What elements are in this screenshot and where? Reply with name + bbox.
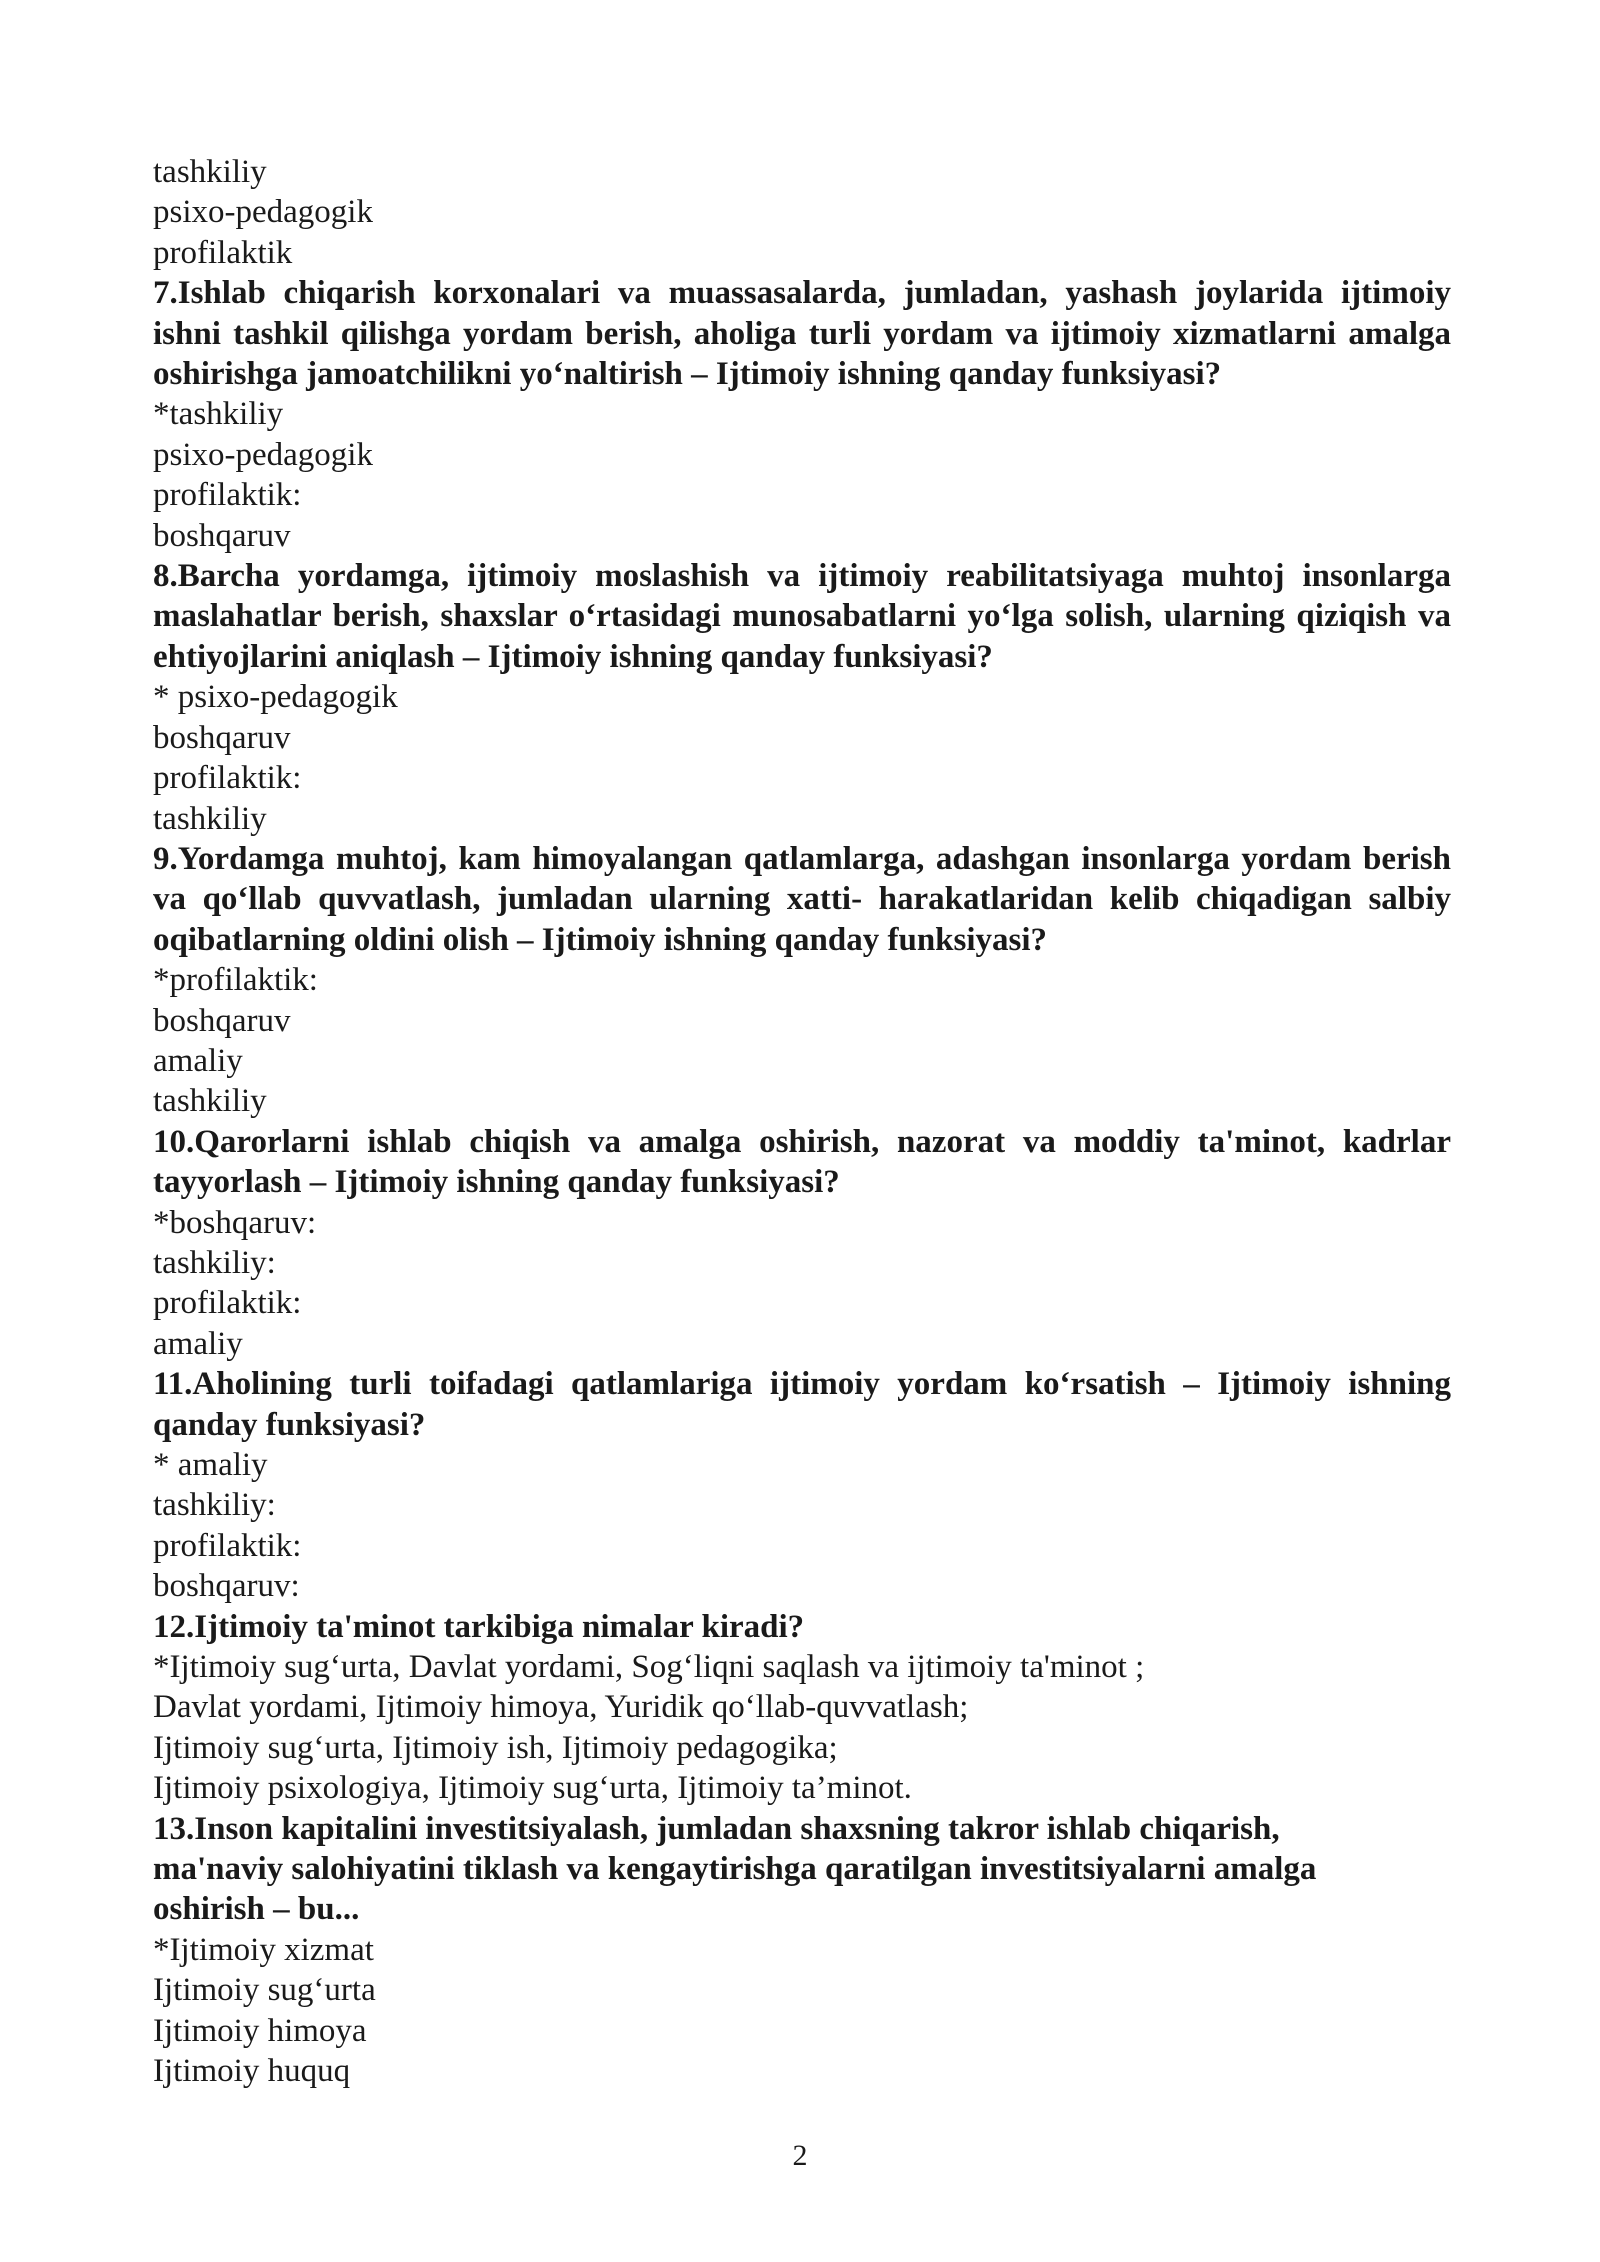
- answer-option: Davlat yordami, Ijtimoiy himoya, Yuridik qo‘llab-quvvatlash;: [153, 1689, 969, 1726]
- question-text: 9.Yordamga muhtoj, kam himoyalangan qatlamlarga, adashgan insonlarga yordam berish va qo‘llab quvvatlash, jumladan ularning xatti- harakatlaridan kelib chiqadigan salbiy oqibatlarning oldini olish – Ijtimoiy ishning qanday funksiyasi?: [153, 840, 1451, 958]
- question-block-7: [153, 273, 1451, 556]
- question-block-13: [153, 1809, 1451, 2092]
- question-text: 10.Qarorlarni ishlab chiqish va amalga oshirish, nazorat va moddiy ta'minot, kadrlar tayyorlash – Ijtimoiy ishning qanday funksiyasi?: [153, 1123, 1451, 1201]
- answer-option: profilaktik: [153, 234, 293, 271]
- question-block-8: [153, 556, 1451, 839]
- answer-option: boshqaruv: [153, 1002, 291, 1039]
- answer-option: *Ijtimoiy sug‘urta, Davlat yordami, Sog‘liqni saqlash va ijtimoiy ta'minot ;: [153, 1649, 1145, 1686]
- answer-option: psixo-pedagogik: [153, 436, 373, 473]
- answer-option: psixo-pedagogik: [153, 194, 373, 231]
- document-body: [153, 152, 1451, 2092]
- page-number: 2: [792, 2139, 808, 2172]
- question-text: 11.Aholining turli toifadagi qatlamlariga ijtimoiy yordam ko‘rsatish – Ijtimoiy ishning qanday funksiyasi?: [153, 1366, 1451, 1443]
- question-text: 7.Ishlab chiqarish korxonalari va muassasalarda, jumladan, yashash joylarida ijtimoiy ishni tashkil qilishga yordam berish, aholiga turli yordam va ijtimoiy xizmatlarni amalga oshirishga jamoatchilikni yo‘naltirish – Ijtimoiy ishning qanday funksiyasi?: [153, 275, 1451, 393]
- answer-option: profilaktik:: [153, 477, 302, 514]
- answer-option: amaliy: [153, 1325, 243, 1362]
- answer-option: * amaliy: [153, 1447, 268, 1483]
- answer-option: Ijtimoiy sug‘urta, Ijtimoiy ish, Ijtimoiy pedagogika;: [153, 1729, 838, 1766]
- answer-option: *boshqaruv:: [153, 1204, 317, 1241]
- answer-option: * psixo-pedagogik: [153, 679, 398, 716]
- answer-option: profilaktik:: [153, 1285, 302, 1322]
- question-block-11: [153, 1364, 1451, 1606]
- question-text: 8.Barcha yordamga, ijtimoiy moslashish va ijtimoiy reabilitatsiyaga muhtoj insonlarga maslahatlar berish, shaxslar o‘rtasidagi munosabatlarni yo‘lga solish, ularning qiziqish va ehtiyojlarini aniqlash – Ijtimoiy ishning qanday funksiyasi?: [153, 558, 1451, 675]
- answer-option: tashkiliy: [153, 154, 267, 190]
- answer-option: Ijtimoiy huquq: [153, 2053, 351, 2090]
- answer-option: tashkiliy:: [153, 1244, 276, 1281]
- answer-option: *tashkiliy: [153, 396, 284, 433]
- answer-option: tashkiliy: [153, 800, 267, 837]
- answer-option: amaliy: [153, 1042, 243, 1079]
- question-text: 13.Inson kapitalini investitsiyalash, jumladan shaxsning takror ishlab chiqarish, ma'naviy salohiyatini tiklash va kengaytirishga qaratilgan investitsiyalarni amalga oshirish – bu...: [153, 1810, 1317, 1928]
- answer-option: boshqaruv: [153, 719, 291, 756]
- answer-option: *Ijtimoiy xizmat: [153, 1931, 374, 1968]
- answer-option: tashkiliy: [153, 1083, 267, 1120]
- question-block-12: [153, 1607, 1451, 1809]
- question-block-9: [153, 839, 1451, 1122]
- question-text: 12.Ijtimoiy ta'minot tarkibiga nimalar kiradi?: [153, 1608, 805, 1645]
- answer-option: Ijtimoiy himoya: [153, 2012, 367, 2049]
- answer-option: Ijtimoiy psixologiya, Ijtimoiy sug‘urta, Ijtimoiy ta’minot.: [153, 1770, 912, 1807]
- answer-option: boshqaruv: [153, 517, 291, 554]
- answer-option: tashkiliy:: [153, 1487, 276, 1524]
- answer-option: profilaktik:: [153, 760, 302, 797]
- answer-option: *profilaktik:: [153, 962, 318, 999]
- question-block-10: [153, 1122, 1451, 1364]
- answer-option: boshqaruv:: [153, 1568, 300, 1605]
- answer-option: Ijtimoiy sug‘urta: [153, 1972, 376, 2009]
- answer-option: profilaktik:: [153, 1527, 302, 1564]
